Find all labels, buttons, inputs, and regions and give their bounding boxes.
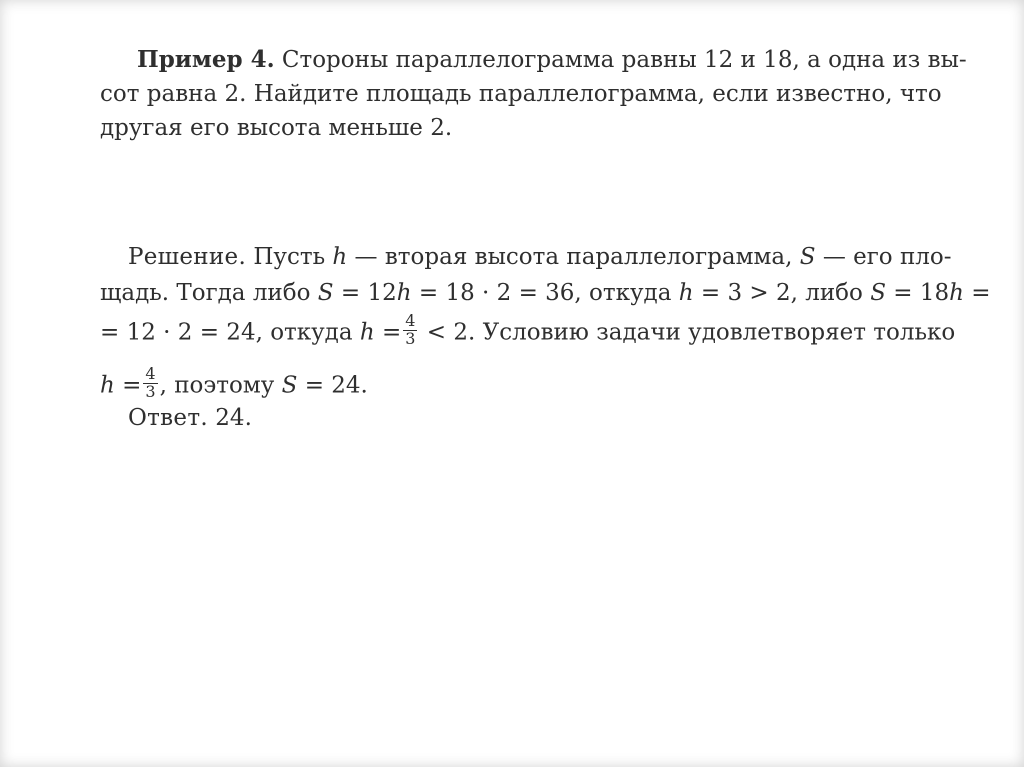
answer-value: 24. xyxy=(215,405,252,431)
solution-line-2 xyxy=(100,280,991,306)
math-expression: = xyxy=(382,319,402,346)
solution-line-3 xyxy=(100,311,956,351)
math-expression: = xyxy=(971,280,991,306)
math-var-h: h xyxy=(949,280,964,306)
fraction-four-thirds xyxy=(403,313,417,348)
math-expression: = 18 xyxy=(893,280,950,306)
math-var-h: h xyxy=(359,319,375,346)
math-expression: = 12 · 2 = 24, откуда xyxy=(100,319,353,346)
math-var-h: h xyxy=(100,372,115,399)
math-var-s: S xyxy=(870,280,886,306)
answer-line xyxy=(128,407,428,430)
solution-text: щадь. Тогда либо xyxy=(100,280,311,306)
solution-line-4 xyxy=(100,364,932,404)
solution-text: Пусть xyxy=(253,244,326,270)
math-expression: = 18 · 2 = 36, откуда xyxy=(418,280,672,306)
fraction-numerator: 4 xyxy=(145,364,156,383)
solution-line-1 xyxy=(128,244,952,270)
solution-label: Решение. xyxy=(128,244,247,270)
math-var-h: h xyxy=(332,244,348,270)
fraction-denominator: 3 xyxy=(145,381,156,401)
math-var-h: h xyxy=(678,280,694,306)
problem-text-1: Стороны параллелограмма равны 12 и 18, а одна из вы- xyxy=(281,47,967,73)
problem-line-3: другая его высота меньше 2. xyxy=(100,115,453,141)
fraction-denominator: 3 xyxy=(405,328,416,348)
problem-line-2: сот равна 2. Найдите площадь параллелограмма, если известно, что xyxy=(100,81,942,107)
solution-text: , поэтому xyxy=(159,372,275,399)
math-expression: = xyxy=(122,372,142,399)
fraction-numerator: 4 xyxy=(405,311,416,330)
solution-text: < 2. Условию задачи удовлетворяет только xyxy=(426,319,956,346)
math-expression: = 3 > 2, либо xyxy=(700,280,863,306)
math-var-s: S xyxy=(799,244,816,270)
math-var-s: S xyxy=(281,372,298,399)
math-expression: = 12 xyxy=(340,280,397,306)
math-var-s: S xyxy=(317,280,334,306)
fraction-four-thirds xyxy=(143,366,157,401)
problem-line-1 xyxy=(137,46,967,73)
math-expression: = 24. xyxy=(304,372,368,399)
solution-text: — вторая высота параллелограмма, xyxy=(354,244,793,270)
answer-label: Ответ. xyxy=(128,405,208,431)
problem-label: Пример 4. xyxy=(137,46,275,73)
solution-text: — его пло- xyxy=(822,244,952,270)
math-var-h: h xyxy=(396,280,412,306)
